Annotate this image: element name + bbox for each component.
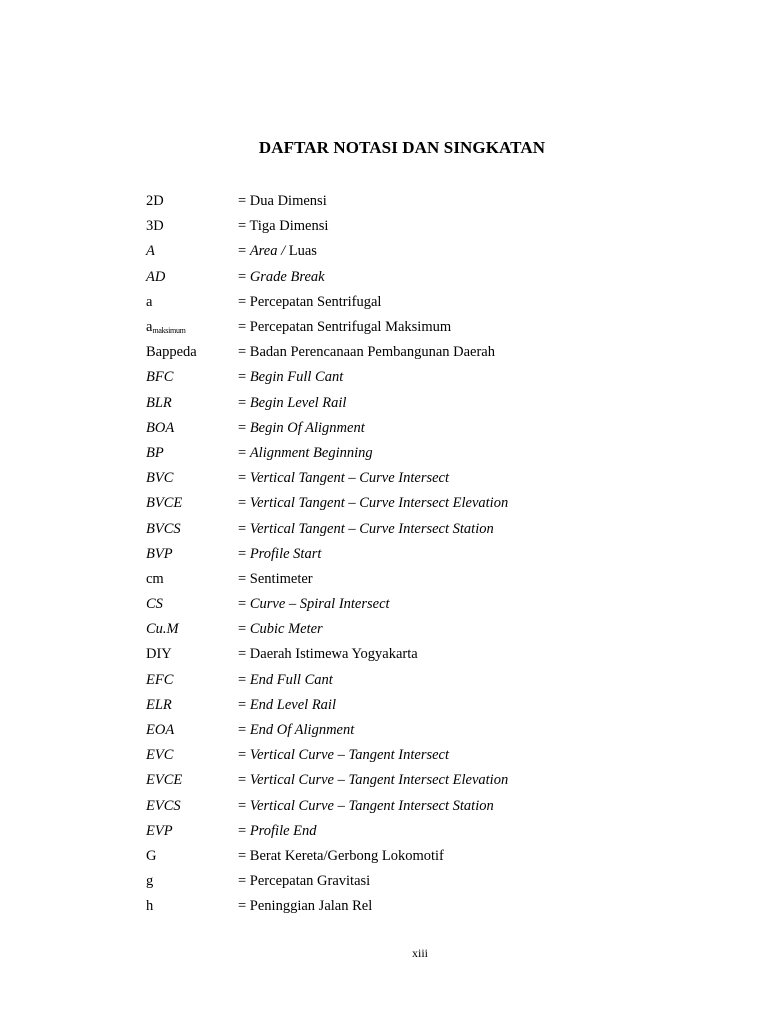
notation-symbol [146, 193, 238, 210]
notation-symbol [146, 697, 238, 714]
notation-symbol [146, 445, 238, 462]
definition-segment: Begin Level Rail [249, 394, 347, 411]
definition-segment: = [238, 243, 250, 260]
notation-symbol [146, 798, 238, 815]
definition-segment: End Level Rail [249, 696, 336, 713]
notation-definition [238, 294, 706, 311]
notation-symbol [146, 395, 238, 412]
notation-symbol-text: 3D [146, 218, 164, 235]
notation-definition [238, 747, 706, 764]
definition-segment: Vertical Tangent – Curve Intersect Elevation [249, 495, 509, 512]
notation-symbol-text: DIY [146, 646, 172, 663]
notation-entry [146, 542, 706, 567]
definition-segment: = [238, 722, 250, 739]
definition-segment: = [238, 772, 250, 789]
definition-segment: = [238, 394, 250, 411]
definition-segment: End Of Alignment [249, 722, 355, 739]
notation-symbol [146, 621, 238, 638]
notation-entry [146, 391, 706, 416]
notation-entry [146, 718, 706, 743]
notation-symbol [146, 344, 238, 361]
notation-entry [146, 466, 706, 491]
notation-symbol [146, 747, 238, 764]
notation-entry [146, 416, 706, 441]
definition-segment: = [238, 671, 250, 688]
definition-segment: = Sentimeter [238, 570, 313, 587]
notation-symbol-text: CS [146, 596, 163, 613]
definition-segment: = [238, 495, 250, 512]
notation-symbol-text: G [146, 847, 157, 864]
definition-segment: = Percepatan Gravitasi [238, 873, 371, 890]
definition-segment: Profile End [249, 822, 317, 839]
notation-symbol-text: g [146, 873, 154, 890]
notation-entry [146, 693, 706, 718]
notation-symbol [146, 319, 238, 336]
notation-symbol-text: BFC [146, 369, 174, 386]
definition-segment: = [238, 822, 250, 839]
notation-entry [146, 768, 706, 793]
notation-symbol-text: BVP [146, 545, 173, 562]
notation-symbol-text: BP [146, 444, 164, 461]
notation-symbol-text: BOA [146, 419, 175, 436]
notation-symbol [146, 495, 238, 512]
notation-entry [146, 189, 706, 214]
notation-definition [238, 873, 706, 890]
definition-segment: Begin Of Alignment [249, 419, 365, 436]
definition-segment: = [238, 747, 250, 764]
notation-definition [238, 269, 706, 286]
definition-segment: Cubic Meter [249, 621, 323, 638]
notation-entry [146, 668, 706, 693]
notation-symbol-text: cm [146, 570, 164, 587]
notation-symbol-text: h [146, 898, 154, 915]
notation-entry [146, 441, 706, 466]
notation-definition [238, 571, 706, 588]
notation-definition [238, 445, 706, 462]
definition-segment: = [238, 444, 250, 461]
definition-segment: = Peninggian Jalan Rel [238, 898, 373, 915]
notation-definition [238, 344, 706, 361]
notation-definition [238, 672, 706, 689]
notation-symbol [146, 369, 238, 386]
notation-symbol [146, 521, 238, 538]
definition-segment: = [238, 545, 250, 562]
notation-symbol-text: BVC [146, 470, 174, 487]
definition-segment: = [238, 520, 250, 537]
definition-segment: Luas [285, 243, 317, 260]
notation-symbol [146, 772, 238, 789]
definition-segment: = Tiga Dimensi [238, 218, 329, 235]
notation-symbol-subscript: maksimum [152, 326, 186, 336]
notation-definition [238, 521, 706, 538]
notation-definition [238, 319, 706, 336]
notation-symbol-text: AD [146, 268, 166, 285]
definition-segment: = [238, 268, 250, 285]
notation-symbol [146, 873, 238, 890]
notation-entry [146, 844, 706, 869]
notation-definition [238, 395, 706, 412]
notation-definition [238, 546, 706, 563]
notation-definition [238, 621, 706, 638]
notation-entry [146, 340, 706, 365]
notation-symbol [146, 571, 238, 588]
definition-segment: = [238, 696, 250, 713]
notation-list [146, 189, 706, 919]
notation-entry [146, 239, 706, 264]
definition-segment: Vertical Curve – Tangent Intersect [249, 747, 450, 764]
notation-symbol [146, 646, 238, 663]
definition-segment: = Percepatan Sentrifugal Maksimum [238, 319, 452, 336]
notation-symbol-text: EVCE [146, 772, 183, 789]
notation-symbol [146, 848, 238, 865]
notation-symbol [146, 218, 238, 235]
definition-segment: = [238, 621, 250, 638]
notation-symbol-text: EVP [146, 822, 173, 839]
notation-definition [238, 470, 706, 487]
notation-definition [238, 823, 706, 840]
definition-segment: = [238, 596, 250, 613]
notation-symbol-text: BVCS [146, 520, 181, 537]
definition-segment: = [238, 470, 250, 487]
notation-definition [238, 369, 706, 386]
notation-symbol-text: ELR [146, 696, 172, 713]
notation-entry [146, 642, 706, 667]
notation-symbol-text: a [146, 319, 153, 336]
definition-segment: End Full Cant [249, 671, 333, 688]
notation-symbol [146, 470, 238, 487]
notation-entry [146, 743, 706, 768]
definition-segment: Begin Full Cant [249, 369, 344, 386]
notation-symbol-text: 2D [146, 193, 164, 210]
notation-symbol [146, 823, 238, 840]
definition-segment: = [238, 419, 250, 436]
notation-symbol [146, 269, 238, 286]
notation-symbol [146, 672, 238, 689]
definition-segment: = Dua Dimensi [238, 193, 327, 210]
notation-symbol [146, 243, 238, 260]
notation-symbol-text: BLR [146, 394, 172, 411]
notation-entry [146, 491, 706, 516]
notation-entry [146, 290, 706, 315]
notation-definition [238, 193, 706, 210]
notation-symbol [146, 294, 238, 311]
definition-segment: = Badan Perencanaan Pembangunan Daerah [238, 344, 495, 361]
definition-segment: Area / [249, 243, 286, 260]
notation-entry [146, 894, 706, 919]
definition-segment: Vertical Curve – Tangent Intersect Elevation [249, 772, 509, 789]
definition-segment: Curve – Spiral Intersect [249, 596, 390, 613]
notation-symbol [146, 898, 238, 915]
notation-entry [146, 214, 706, 239]
notation-entry [146, 315, 706, 340]
definition-segment: = Berat Kereta/Gerbong Lokomotif [238, 847, 444, 864]
notation-entry [146, 617, 706, 642]
notation-symbol [146, 722, 238, 739]
notation-definition [238, 798, 706, 815]
notation-definition [238, 495, 706, 512]
notation-entry [146, 794, 706, 819]
notation-definition [238, 848, 706, 865]
definition-segment: Vertical Curve – Tangent Intersect Station [249, 797, 494, 814]
notation-symbol-text: BVCE [146, 495, 183, 512]
definition-segment: Vertical Tangent – Curve Intersect Station [249, 520, 494, 537]
notation-entry [146, 365, 706, 390]
notation-symbol [146, 420, 238, 437]
notation-definition [238, 722, 706, 739]
notation-entry [146, 819, 706, 844]
notation-definition [238, 420, 706, 437]
notation-entry [146, 516, 706, 541]
definition-segment: Vertical Tangent – Curve Intersect [249, 470, 450, 487]
definition-segment: = Percepatan Sentrifugal [238, 293, 382, 310]
notation-definition [238, 697, 706, 714]
notation-symbol-text: Bappeda [146, 344, 197, 361]
notation-symbol [146, 596, 238, 613]
notation-symbol-text: EFC [146, 671, 174, 688]
notation-definition [238, 596, 706, 613]
notation-entry [146, 265, 706, 290]
notation-definition [238, 646, 706, 663]
notation-symbol-text: EOA [146, 722, 175, 739]
page-number: xiii [411, 946, 428, 960]
definition-segment: = [238, 369, 250, 386]
definition-segment: Profile Start [249, 545, 322, 562]
notation-entry [146, 869, 706, 894]
notation-symbol-text: A [146, 243, 155, 260]
notation-definition [238, 898, 706, 915]
definition-segment: = Daerah Istimewa Yogyakarta [238, 646, 418, 663]
notation-symbol-text: EVC [146, 747, 174, 764]
definition-segment: Grade Break [249, 268, 325, 285]
notation-definition [238, 218, 706, 235]
notation-symbol [146, 546, 238, 563]
notation-entry [146, 567, 706, 592]
page-title: DAFTAR NOTASI DAN SINGKATAN [258, 138, 546, 157]
definition-segment: = [238, 797, 250, 814]
notation-definition [238, 243, 706, 260]
definition-segment: Alignment Beginning [249, 444, 373, 461]
notation-symbol-text: EVCS [146, 797, 181, 814]
notation-entry [146, 592, 706, 617]
notation-definition [238, 772, 706, 789]
notation-symbol-text: Cu.M [146, 621, 179, 638]
notation-symbol-text: a [146, 293, 153, 310]
